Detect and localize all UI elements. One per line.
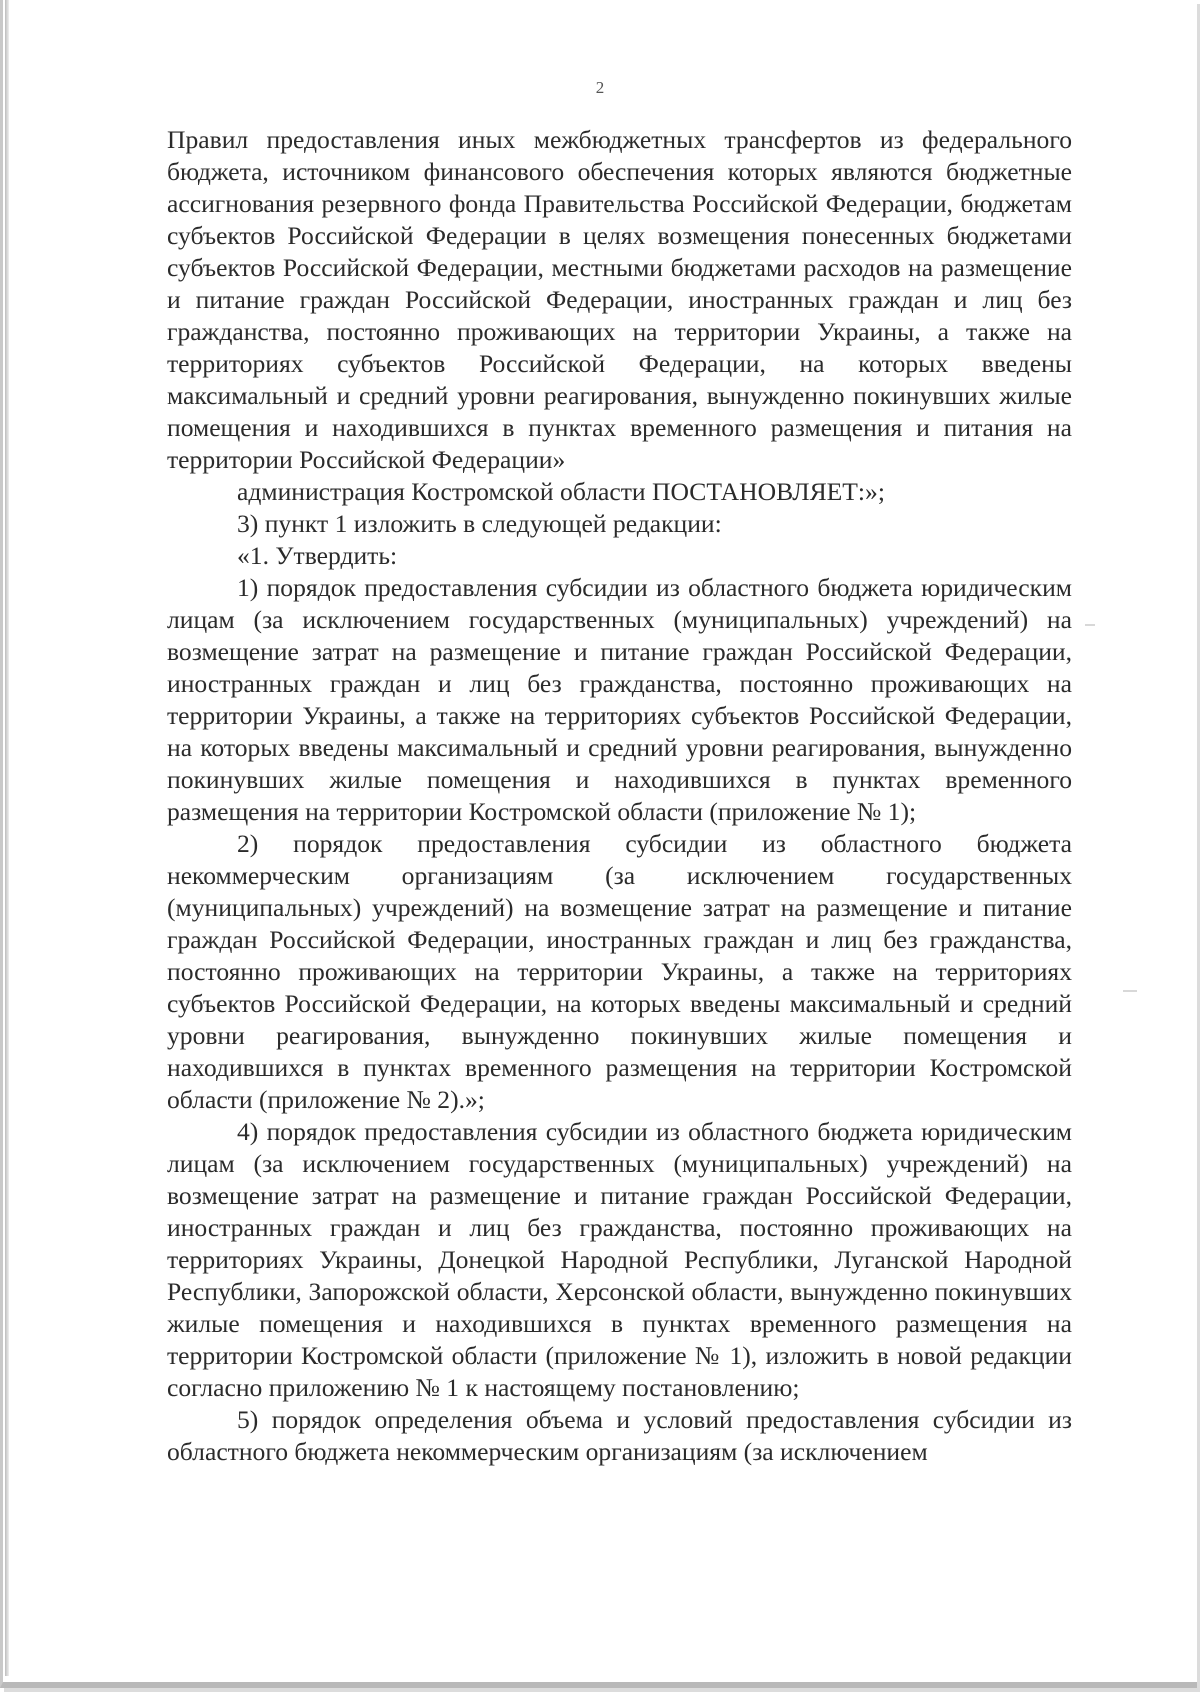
- scan-edge-shadow: [5, 0, 9, 1676]
- paragraph-resolution: администрация Костромской области ПОСТАНОВЛЯЕТ:»;: [237, 477, 885, 506]
- document-body: [167, 124, 1072, 1468]
- page-number: 2: [595, 78, 605, 97]
- scan-speck: [1123, 990, 1137, 992]
- scan-speck: [1085, 624, 1095, 626]
- paragraph-item-4: 4) порядок предоставления субсидии из областного бюджета юридическим лицам (за исключением государственных (муниципальных) учреждений) на возмещение затрат на размещение и питание граждан Российской Федерации, иностранных граждан и лиц без гражданства, постоянно проживающих на территориях Украины, Донецкой Народной Республики, Луганской Народной Республики, Запорожской области, Херсонской области, вынужденно покинувших жилые помещения и находившихся в пунктах временного размещения на территории Костромской области (приложение № 1), изложить в новой редакции согласно приложению № 1 к настоящему постановлению;: [167, 1117, 1072, 1402]
- paragraph-subitem-1: 1) порядок предоставления субсидии из областного бюджета юридическим лицам (за исключением государственных (муниципальных) учреждений) на возмещение затрат на размещение и питание граждан Российской Федерации, иностранных граждан и лиц без гражданства, постоянно проживающих на территории Украины, а также на территориях субъектов Российской Федерации, на которых введены максимальный и средний уровни реагирования, вынужденно покинувших жилые помещения и находившихся в пунктах временного размещения на территории Костромской области (приложение № 1);: [167, 573, 1072, 826]
- paragraph-item-3: 3) пункт 1 изложить в следующей редакции:: [237, 509, 722, 538]
- paragraph-item-5: 5) порядок определения объема и условий предоставления субсидии из областного бюджета некоммерческим организациям (за исключением: [167, 1405, 1072, 1466]
- paragraph-approve: «1. Утвердить:: [237, 541, 398, 570]
- paragraph-continuation: Правил предоставления иных межбюджетных трансфертов из федерального бюджета, источником финансового обеспечения которых являются бюджетные ассигнования резервного фонда Правительства Российской Федерации, бюджетам субъектов Российской Федерации в целях возмещения понесенных бюджетами субъектов Российской Федерации, местными бюджетами расходов на размещение и питание граждан Российской Федерации, иностранных граждан и лиц без гражданства, постоянно проживающих на территории Украины, а также на территориях субъектов Российской Федерации, на которых введены максимальный и средний уровни реагирования, вынужденно покинувших жилые помещения и находившихся в пунктах временного размещения и питания на территории Российской Федерации»: [167, 125, 1072, 474]
- paragraph-subitem-2: 2) порядок предоставления субсидии из областного бюджета некоммерческим организациям (за исключением государственных (муниципальных) учреждений) на возмещение затрат на размещение и питание граждан Российской Федерации, иностранных граждан и лиц без гражданства, постоянно проживающих на территории Украины, а также на территориях субъектов Российской Федерации, на которых введены максимальный и средний уровни реагирования, вынужденно покинувших жилые помещения и находившихся в пунктах временного размещения на территории Костромской области (приложение № 2).»;: [167, 829, 1072, 1114]
